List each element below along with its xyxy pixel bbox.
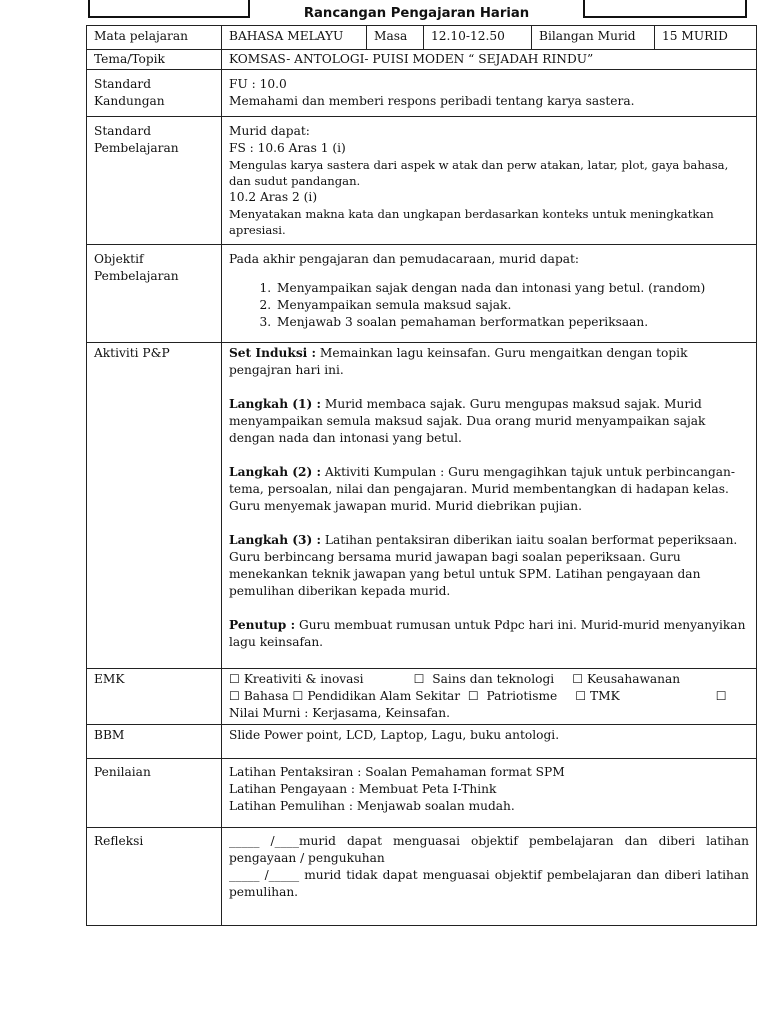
topic-value: KOMSAS- ANTOLOGI- PUISI MODEN “ SEJADAH RINDU”: [222, 50, 757, 70]
time-label: Masa: [367, 26, 424, 50]
emk-checkbox-8: ☐: [715, 689, 727, 703]
reflection-line-2: _____ /_____ murid tidak dapat menguasai objektif pembelajaran dan diberi latihan pemulihan.: [229, 868, 749, 899]
objectives-label: [87, 245, 222, 343]
step-2-title: Langkah (2) :: [229, 465, 322, 479]
emk-item-6: Patriotisme: [486, 689, 558, 703]
assessment-value: [222, 759, 757, 828]
emk-item-1: Kreativiti & inovasi: [243, 672, 364, 686]
learning-standard-label-line-1: Standard: [94, 124, 152, 138]
students-value: 15 MURID: [655, 26, 757, 50]
assessment-line-3: Latihan Pemulihan : Menjawab soalan mudah.: [229, 799, 515, 813]
emk-item-3: Keusahawanan: [587, 672, 681, 686]
reflection-label: Refleksi: [87, 828, 222, 926]
learning-standard-value: [222, 117, 757, 245]
content-standard-label-line-1: Standard: [94, 77, 152, 91]
bbm-row: [87, 725, 757, 759]
reflection-value: [222, 828, 757, 926]
topic-row: [87, 50, 757, 70]
step-3-block: [229, 532, 749, 600]
content-standard-label-line-2: Kandungan: [94, 94, 165, 108]
emk-line-1: [229, 671, 749, 688]
emk-item-2: Sains dan teknologi: [432, 672, 555, 686]
emk-checkbox-5: ☐: [292, 689, 304, 703]
learning-standard-fs2: 10.2 Aras 2 (i): [229, 190, 318, 204]
learning-standard-fs1: FS : 10.6 Aras 1 (i): [229, 141, 346, 155]
step-1-block: [229, 396, 749, 447]
activities-label: Aktiviti P&P: [87, 343, 222, 669]
emk-value: [222, 669, 757, 725]
lesson-plan-table: [86, 25, 757, 926]
assessment-line-1: Latihan Pentaksiran : Soalan Pemahaman format SPM: [229, 765, 565, 779]
induction-title: Set Induksi :: [229, 346, 317, 360]
step-3-text: Latihan pentaksiran diberikan iaitu soalan berformat peperiksaan. Guru berbincang bersama murid jawapan bagi soalan peperiksaan. Guru menekankan teknik jawapan yang betul untuk SPM. Latihan pengayaan dan pemulihan diberikan kepada murid.: [229, 533, 738, 598]
emk-checkbox-3: ☐: [572, 672, 584, 686]
emk-line-2: [229, 688, 749, 705]
objective-item-2: 2. Menyampaikan semula maksud sajak.: [275, 297, 749, 314]
objectives-value: [222, 245, 757, 343]
content-standard-label: [87, 70, 222, 117]
content-standard-text: Memahami dan memberi respons peribadi tentang karya sastera.: [229, 94, 635, 108]
subject-value: BAHASA MELAYU: [222, 26, 367, 50]
bbm-value: Slide Power point, LCD, Laptop, Lagu, buku antologi.: [222, 725, 757, 759]
emk-label: EMK: [87, 669, 222, 725]
emk-values-line: Nilai Murni : Kerjasama, Keinsafan.: [229, 706, 450, 720]
closure-title: Penutup :: [229, 618, 296, 632]
emk-checkbox-6: ☐: [467, 689, 479, 703]
emk-checkbox-1: ☐: [229, 672, 240, 686]
bbm-label: BBM: [87, 725, 222, 759]
learning-standard-fs2-text: Menyatakan makna kata dan ungkapan berdasarkan konteks untuk meningkatkan apresiasi.: [229, 207, 714, 237]
objectives-label-line-1: Objektif: [94, 252, 144, 266]
emk-item-5: Pendidikan Alam Sekitar: [307, 689, 461, 703]
document-title: Rancangan Pengajaran Harian: [303, 6, 530, 21]
emk-checkbox-7: ☐: [575, 689, 587, 703]
subject-label: Mata pelajaran: [87, 26, 222, 50]
header-right-box: [583, 0, 747, 18]
learning-standard-label: [87, 117, 222, 245]
step-2-block: [229, 464, 749, 515]
activities-value: [222, 343, 757, 669]
learning-standard-row: [87, 117, 757, 245]
header-left-box: [88, 0, 250, 18]
activities-row: [87, 343, 757, 669]
learning-standard-intro: Murid dapat:: [229, 124, 310, 138]
objectives-intro: Pada akhir pengajaran dan pemudacaraan, murid dapat:: [229, 252, 580, 266]
content-standard-value: [222, 70, 757, 117]
objectives-row: [87, 245, 757, 343]
learning-standard-fs1-text: Mengulas karya sastera dari aspek w atak dan perw atakan, latar, plot, gaya bahasa, dan sudut pandangan.: [229, 158, 729, 188]
learning-standard-label-line-2: Pembelajaran: [94, 141, 179, 155]
induction-block: [229, 345, 749, 379]
info-row: [87, 26, 757, 50]
objective-item-1: 1. Menyampaikan sajak dengan nada dan intonasi yang betul. (random): [275, 280, 749, 297]
assessment-line-2: Latihan Pengayaan : Membuat Peta I-Think: [229, 782, 497, 796]
students-label: Bilangan Murid: [532, 26, 655, 50]
reflection-line-1: _____ /____murid dapat menguasai objektif pembelajaran dan diberi latihan pengayaan / pengukuhan: [229, 834, 749, 865]
emk-checkbox-4: ☐: [229, 689, 240, 703]
emk-row: [87, 669, 757, 725]
assessment-label: Penilaian: [87, 759, 222, 828]
step-3-title: Langkah (3) :: [229, 533, 322, 547]
emk-item-7: TMK: [590, 689, 620, 703]
step-1-title: Langkah (1) :: [229, 397, 322, 411]
topic-label: Tema/Topik: [87, 50, 222, 70]
content-standard-row: [87, 70, 757, 117]
objective-item-3: 3. Menjawab 3 soalan pemahaman berformatkan peperiksaan.: [275, 314, 749, 331]
objectives-label-line-2: Pembelajaran: [94, 269, 179, 283]
step-2-text: Aktiviti Kumpulan : Guru mengagihkan tajuk untuk perbincangan- tema, persoalan, nilai dan pengajaran. Murid membentangkan di hadapan kelas. Guru menyemak jawapan murid. Murid diebrikan pujian.: [229, 465, 735, 513]
time-value: 12.10-12.50: [424, 26, 532, 50]
emk-checkbox-2: ☐: [413, 672, 425, 686]
induction-text: Memainkan lagu keinsafan. Guru mengaitkan dengan topik pengajran hari ini.: [229, 346, 688, 377]
assessment-row: [87, 759, 757, 828]
closure-block: [229, 617, 749, 651]
objectives-list: [255, 280, 749, 331]
emk-item-4: Bahasa: [243, 689, 289, 703]
step-1-text: Murid membaca sajak. Guru mengupas maksud sajak. Murid menyampaikan semula maksud sajak. Dua orang murid menyampaikan sajak dengan nada dan intonasi yang betul.: [229, 397, 706, 445]
content-standard-code: FU : 10.0: [229, 77, 287, 91]
reflection-row: [87, 828, 757, 926]
closure-text: Guru membuat rumusan untuk Pdpc hari ini. Murid-murid menyanyikan lagu keinsafan.: [229, 618, 746, 649]
